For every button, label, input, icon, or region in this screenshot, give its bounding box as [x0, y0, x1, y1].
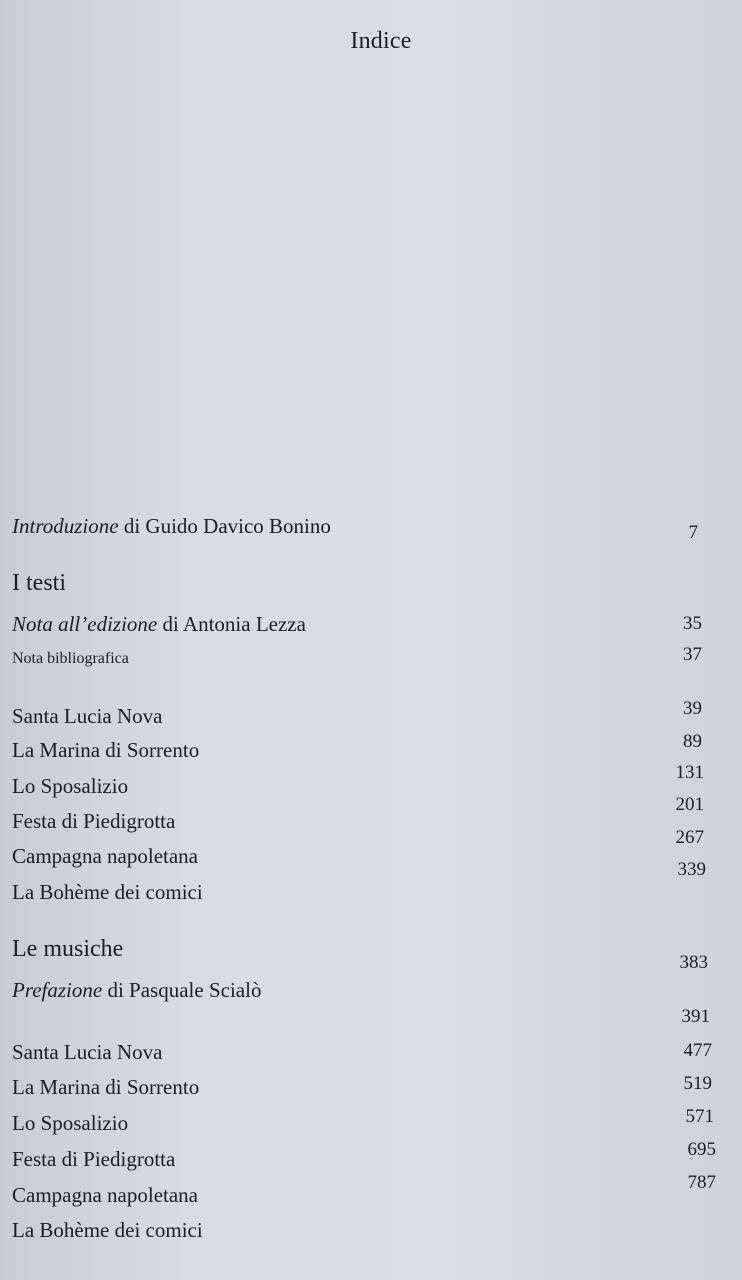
toc-entry: Festa di Piedigrotta — [12, 809, 176, 833]
page-number: 477 — [683, 1040, 712, 1061]
page-number: 391 — [681, 1006, 710, 1027]
toc-entry-nota-edizione — [12, 612, 306, 637]
toc-entry: La Bohème dei comici — [12, 1218, 203, 1242]
toc-entry: Santa Lucia Nova — [12, 1040, 163, 1064]
toc-entry: La Bohème dei comici — [12, 880, 203, 904]
page-number: 267 — [675, 827, 704, 848]
toc-entry: Lo Sposalizio — [12, 1111, 129, 1135]
toc-entry-prefazione — [12, 978, 261, 1003]
page-number: 787 — [687, 1172, 716, 1193]
page-number: 37 — [683, 644, 702, 665]
page-number: 39 — [683, 698, 702, 719]
entry-italic: Prefazione — [12, 978, 103, 1002]
page-number: 201 — [675, 794, 704, 815]
entry-text: di Pasquale Scialò — [102, 978, 262, 1002]
page-number: 519 — [683, 1073, 712, 1094]
page-number: 339 — [677, 859, 706, 880]
section-title-testi: I testi — [12, 570, 66, 596]
toc-entry: Campagna napoletana — [12, 1183, 199, 1207]
page-number: 7 — [688, 522, 698, 543]
page-number: 35 — [683, 613, 702, 634]
toc-entry-introduzione — [12, 514, 331, 539]
entry-text: di Guido Davico Bonino — [118, 514, 331, 538]
page-number: 695 — [687, 1139, 716, 1160]
entry-italic: Introduzione — [12, 514, 119, 538]
page-number: 571 — [685, 1106, 714, 1127]
page-number: 89 — [683, 731, 702, 752]
toc-entry: Santa Lucia Nova — [12, 704, 163, 728]
toc-entry: La Marina di Sorrento — [12, 1075, 200, 1099]
toc-entry: Campagna napoletana — [12, 844, 199, 868]
page-number: 383 — [679, 952, 708, 973]
page-number: 131 — [675, 762, 704, 783]
toc-entry: Lo Sposalizio — [12, 774, 129, 798]
toc-entry: La Marina di Sorrento — [12, 738, 200, 762]
section-title-musiche: Le musiche — [12, 936, 124, 962]
entry-italic: Nota all’edizione — [12, 612, 158, 636]
toc-entry: Festa di Piedigrotta — [12, 1147, 176, 1171]
toc-entry-nota-bibliografica: Nota bibliografica — [12, 650, 129, 667]
page-title: Indice — [350, 28, 412, 54]
entry-text: di Antonia Lezza — [157, 612, 306, 636]
